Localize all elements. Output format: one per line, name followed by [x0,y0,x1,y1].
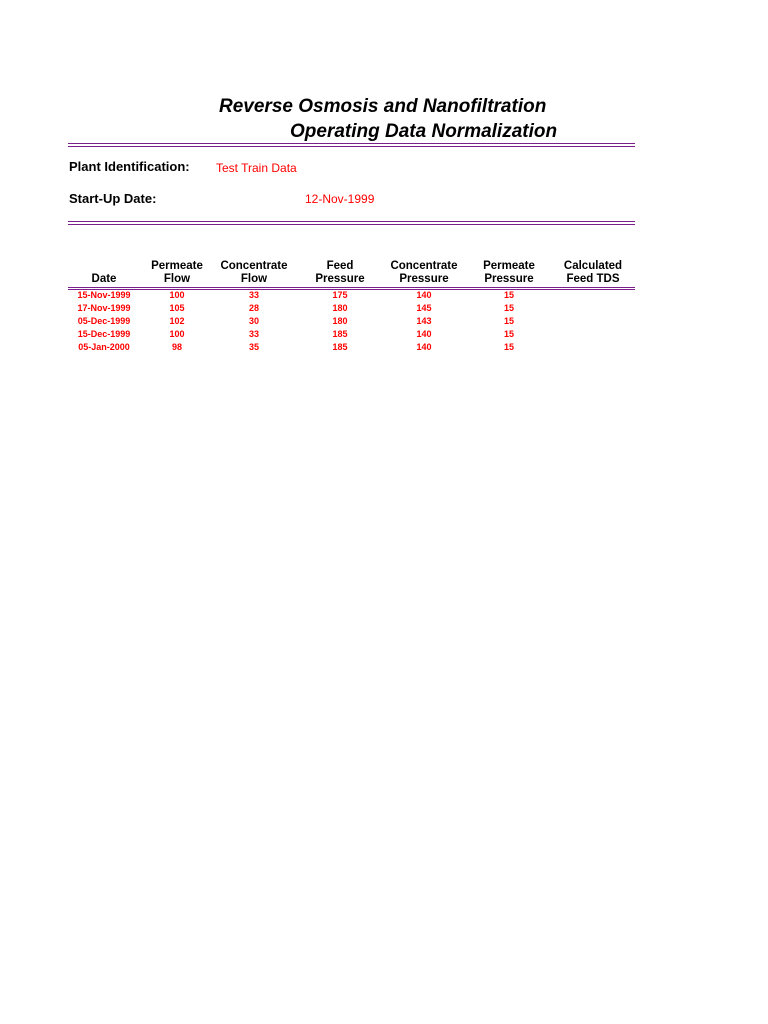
page-title-line-1: Reverse Osmosis and Nanofiltration [219,96,547,117]
table-cell: 145 [416,303,432,313]
table-cell: 140 [416,329,432,339]
start-up-date-label: Start-Up Date: [69,191,157,206]
table-cell: 30 [248,316,259,326]
column-header-line-1 [62,260,146,273]
title-divider [68,143,635,147]
table-cell: 140 [416,290,432,300]
table-cell: 140 [416,342,432,352]
table-cell: 15 [503,342,514,352]
table-cell: 180 [332,316,348,326]
start-up-date-value: 12-Nov-1999 [305,192,375,206]
column-header-date [62,260,146,286]
column-header-line-2: Flow [163,273,191,285]
column-header-permeate-flow [135,260,219,286]
column-header-line-1: Concentrate [390,260,458,272]
column-header-line-1: Feed [326,260,354,272]
table-cell: 15 [503,290,514,300]
column-header-line-2: Pressure [484,273,534,285]
column-header-calculated-feed-tds [551,260,635,286]
section-divider [68,221,635,225]
table-cell: 15 [503,316,514,326]
column-header-line-2: Flow [240,273,268,285]
column-header-line-2: Feed TDS [566,273,620,285]
column-header-line-1: Permeate [483,260,535,272]
table-cell: 05-Jan-2000 [78,342,130,352]
table-cell: 33 [248,329,259,339]
column-header-line-2: Date [91,273,117,285]
table-cell: 98 [171,342,182,352]
table-cell: 143 [416,316,432,326]
table-cell: 180 [332,303,348,313]
table-cell: 175 [332,290,348,300]
plant-identification-value: Test Train Data [216,161,297,175]
column-header-line-2: Pressure [399,273,449,285]
table-cell: 185 [332,342,348,352]
column-header-concentrate-flow [212,260,296,286]
table-cell: 102 [169,316,185,326]
table-cell: 105 [169,303,185,313]
table-cell: 15-Nov-1999 [77,290,131,300]
column-header-line-1: Permeate [151,260,203,272]
column-header-line-1: Concentrate [220,260,288,272]
table-cell: 185 [332,329,348,339]
plant-identification-label: Plant Identification: [69,159,190,174]
column-header-concentrate-pressure [382,260,466,286]
column-header-line-1: Calculated [563,260,623,272]
table-cell: 35 [248,342,259,352]
table-cell: 17-Nov-1999 [77,303,131,313]
table-cell: 15 [503,303,514,313]
page-title-line-2: Operating Data Normalization [290,121,558,142]
table-cell: 05-Dec-1999 [77,316,131,326]
table-cell: 100 [169,329,185,339]
table-cell: 28 [248,303,259,313]
column-header-line-2: Pressure [315,273,365,285]
column-header-feed-pressure [298,260,382,286]
column-header-permeate-pressure [467,260,551,286]
table-cell: 33 [248,290,259,300]
table-header-divider [68,287,635,290]
table-cell: 15-Dec-1999 [77,329,131,339]
table-cell: 15 [503,329,514,339]
table-cell: 100 [169,290,185,300]
